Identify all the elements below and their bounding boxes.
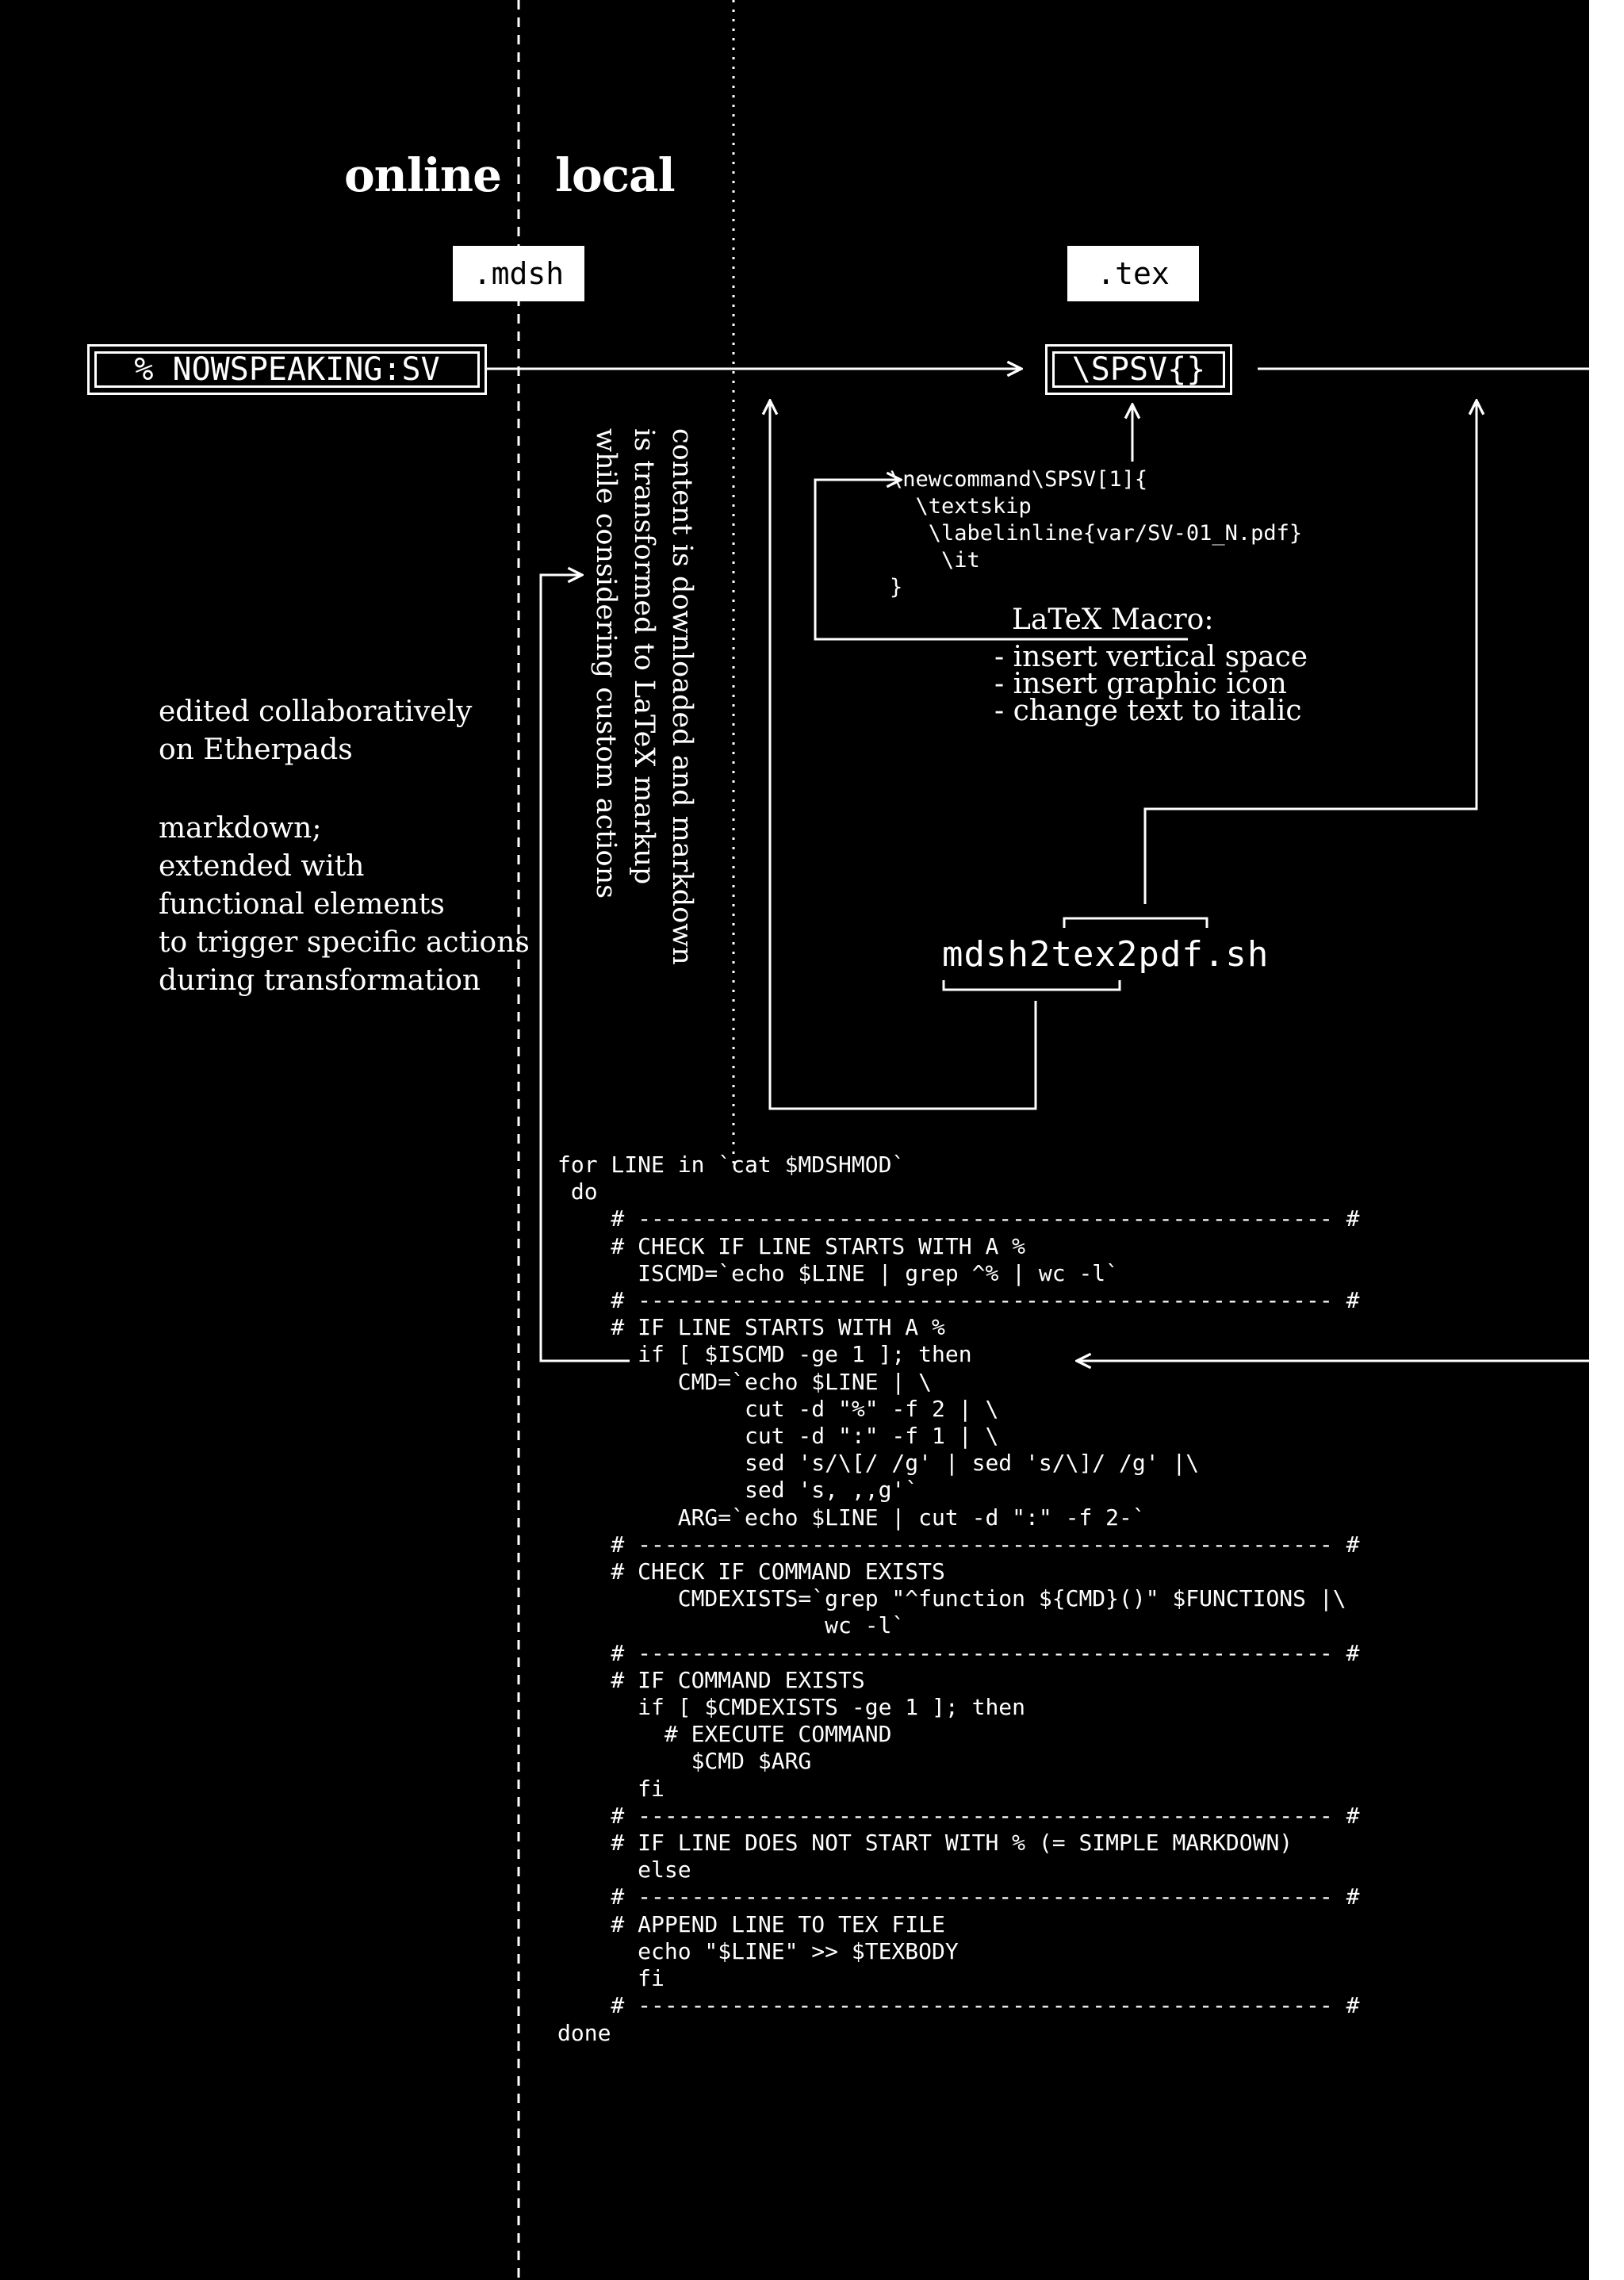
code-line: cut -d "%" -f 2 | \ bbox=[557, 1395, 999, 1422]
collab-note-line: on Etherpads bbox=[159, 734, 353, 766]
macro-definition-code: \newcommand\SPSV[1]{ \textskip \labelinline{var/SV-01_N.pdf} \it } bbox=[890, 467, 1303, 600]
tex-tag: .tex bbox=[1067, 246, 1199, 301]
markdown-note-line: during transformation bbox=[159, 964, 481, 997]
local-heading: local bbox=[555, 148, 675, 202]
code-line: # CHECK IF LINE STARTS WITH A % bbox=[557, 1232, 1026, 1259]
code-line: # ---------------------------------------------------- # bbox=[557, 1992, 1360, 2019]
collab-note-line: edited collaboratively bbox=[159, 695, 473, 728]
code-line: wc -l` bbox=[557, 1612, 906, 1639]
code-line: # APPEND LINE TO TEX FILE bbox=[557, 1910, 945, 1937]
transform-note-line: while considering custom actions bbox=[590, 428, 622, 899]
code-line: # ---------------------------------------------------- # bbox=[557, 1883, 1360, 1910]
script-bottom-bracket bbox=[944, 980, 1120, 990]
code-line: ARG=`echo $LINE | cut -d ":" -f 2-` bbox=[557, 1504, 1146, 1531]
code-line: # EXECUTE COMMAND bbox=[557, 1721, 892, 1748]
code-line: CMDEXISTS=`grep "^function ${CMD}()" $FUNCTIONS |\ bbox=[557, 1585, 1346, 1612]
code-line: fi bbox=[557, 1965, 665, 1992]
code-line: # CHECK IF COMMAND EXISTS bbox=[557, 1558, 945, 1585]
markdown-note-line: functional elements bbox=[159, 888, 445, 921]
transform-note bbox=[587, 428, 701, 965]
code-line: # ---------------------------------------------------- # bbox=[557, 1639, 1360, 1666]
code-line: if [ $CMDEXISTS -ge 1 ]; then bbox=[557, 1694, 1026, 1721]
markdown-note-line: markdown; bbox=[159, 812, 322, 845]
code-line: # ---------------------------------------------------- # bbox=[557, 1531, 1360, 1558]
latex-macro-item: - insert vertical space bbox=[994, 641, 1308, 673]
markdown-note-line: to trigger specific actions bbox=[159, 926, 530, 959]
code-line: echo "$LINE" >> $TEXBODY bbox=[557, 1937, 959, 1964]
code-line: sed 's, ,,g'` bbox=[557, 1477, 919, 1504]
transform-loop-code bbox=[557, 1151, 1359, 2047]
code-line: if [ $ISCMD -ge 1 ]; then bbox=[557, 1341, 972, 1368]
mdsh-tag: .mdsh bbox=[453, 246, 584, 301]
code-line: for LINE in `cat $MDSHMOD` bbox=[557, 1151, 906, 1178]
nowspeaking-command-box: % NOWSPEAKING:SV bbox=[87, 344, 487, 395]
code-line: else bbox=[557, 1857, 691, 1883]
online-heading: online bbox=[344, 148, 501, 202]
code-line: CMD=`echo $LINE | \ bbox=[557, 1368, 933, 1395]
code-line: cut -d ":" -f 1 | \ bbox=[557, 1423, 999, 1450]
code-line: # ---------------------------------------------------- # bbox=[557, 1802, 1360, 1829]
code-line: fi bbox=[557, 1775, 665, 1802]
code-line: $CMD $ARG bbox=[557, 1748, 812, 1775]
code-line: do bbox=[557, 1178, 598, 1205]
code-line: # ---------------------------------------------------- # bbox=[557, 1287, 1360, 1314]
latex-macro-item: - change text to italic bbox=[994, 695, 1302, 727]
code-line: # IF COMMAND EXISTS bbox=[557, 1666, 865, 1693]
code-line: ISCMD=`echo $LINE | grep ^% | wc -l` bbox=[557, 1259, 1120, 1286]
transform-note-line: content is downloaded and markdown bbox=[666, 428, 698, 965]
spsv-macro-box: \SPSV{} bbox=[1045, 344, 1232, 395]
code-line: done bbox=[557, 2019, 611, 2046]
transform-note-line: is transformed to LaTeX markup bbox=[628, 428, 660, 885]
markdown-note bbox=[159, 810, 530, 1000]
code-line: sed 's/\[/ /g' | sed 's/\]/ /g' |\ bbox=[557, 1450, 1200, 1477]
script-top-bracket bbox=[1064, 918, 1207, 928]
code-line: # IF LINE DOES NOT START WITH % (= SIMPLE MARKDOWN) bbox=[557, 1830, 1293, 1857]
latex-macro-title: LaTeX Macro: bbox=[1012, 604, 1214, 636]
markdown-note-line: extended with bbox=[159, 850, 365, 883]
latex-macro-list bbox=[994, 641, 1308, 727]
code-line: # IF LINE STARTS WITH A % bbox=[557, 1314, 945, 1341]
latex-macro-item: - insert graphic icon bbox=[994, 668, 1287, 700]
code-line: # ---------------------------------------------------- # bbox=[557, 1205, 1360, 1232]
collab-note bbox=[159, 693, 472, 769]
script-name: mdsh2tex2pdf.sh bbox=[942, 934, 1270, 975]
